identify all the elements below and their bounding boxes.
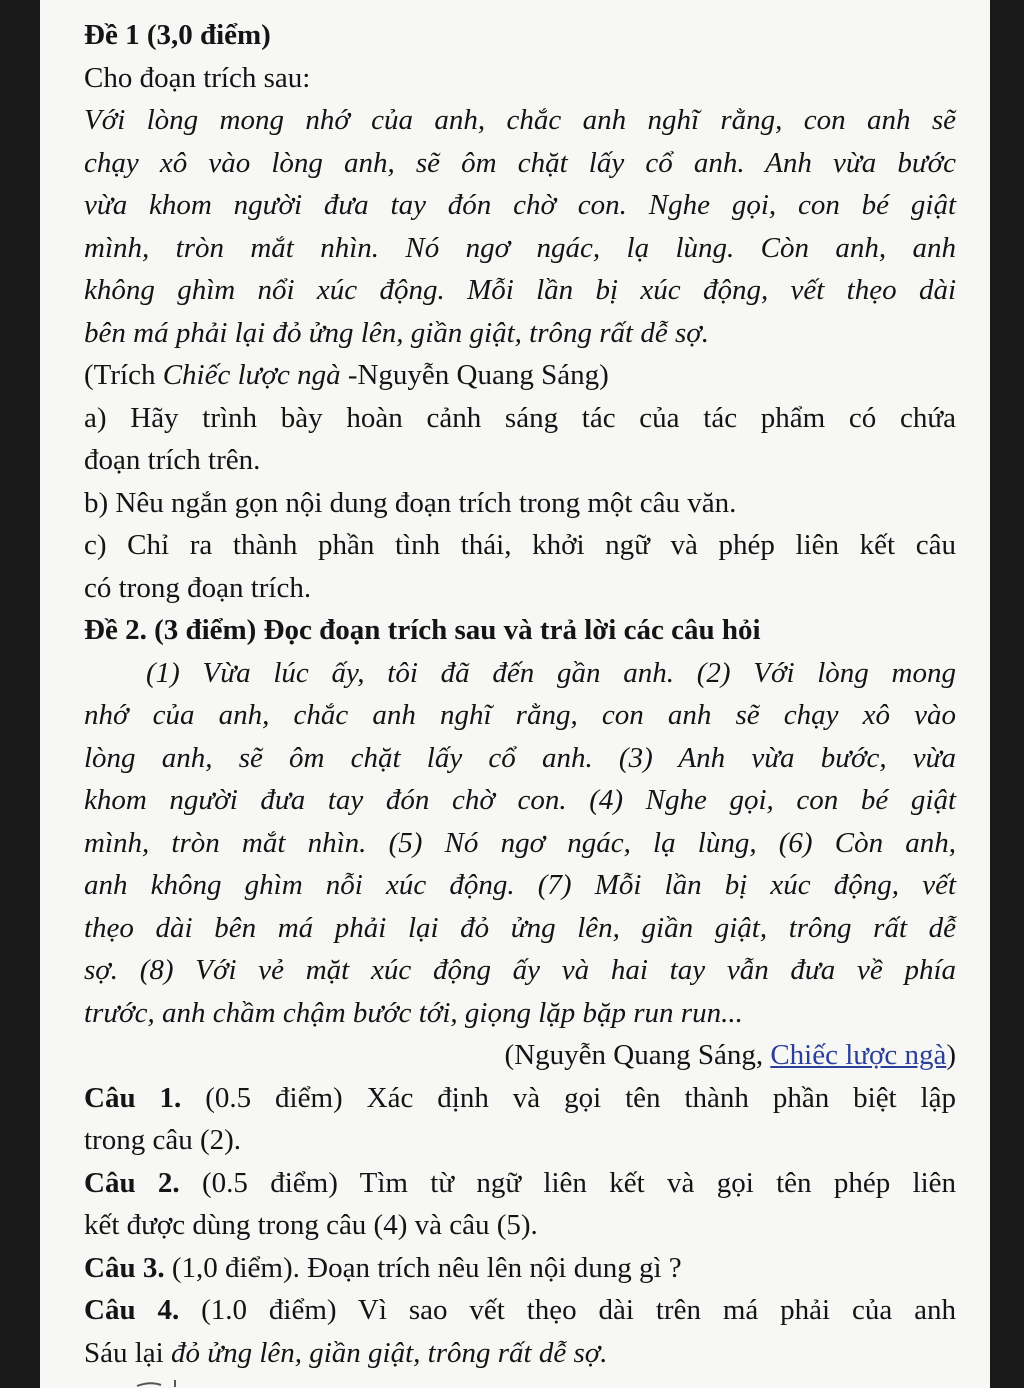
document-page bbox=[40, 0, 990, 1388]
de1-excerpt-line: vừa khom người đưa tay đón chờ con. Nghe gọi, con bé giật bbox=[84, 189, 956, 221]
de1-source-prefix: (Trích bbox=[84, 359, 163, 391]
cau4-text: (1.0 điểm) Vì sao vết thẹo dài trên má phải của anh bbox=[179, 1294, 956, 1326]
de2-excerpt bbox=[84, 652, 956, 1035]
cau1-question-cont: trong câu (2). bbox=[84, 1124, 242, 1156]
de2-source bbox=[84, 1034, 956, 1077]
document-text bbox=[84, 14, 956, 1374]
de1-heading: Đề 1 (3,0 điểm) bbox=[84, 19, 271, 51]
cau2-label: Câu 2. bbox=[84, 1166, 180, 1199]
de2-excerpt-line: khom người đưa tay đón chờ con. (4) Nghe gọi, con bé giật bbox=[84, 784, 956, 816]
de1-question-b: b) Nêu ngắn gọn nội dung đoạn trích trong một câu văn. bbox=[84, 486, 737, 519]
cau2-question bbox=[84, 1162, 956, 1205]
de1-excerpt bbox=[84, 99, 956, 354]
cau2-question-cont: kết được dùng trong câu (4) và câu (5). bbox=[84, 1209, 538, 1241]
de1-excerpt-line: không ghìm nổi xúc động. Mỗi lần bị xúc động, vết thẹo dài bbox=[84, 274, 956, 306]
de1-intro: Cho đoạn trích sau: bbox=[84, 61, 311, 94]
cau4-text-italic: đỏ ửng lên, giần giật, trông rất dễ sợ. bbox=[171, 1336, 608, 1369]
de2-excerpt-line: nhớ của anh, chắc anh nghĩ rằng, con anh sẽ chạy xô vào bbox=[84, 699, 956, 731]
de1-excerpt-line: mình, tròn mắt nhìn. Nó ngơ ngác, lạ lùng. Còn anh, anh bbox=[84, 231, 956, 264]
cau1-label: Câu 1. bbox=[84, 1081, 182, 1114]
de2-heading: Đề 2. (3 điểm) Đọc đoạn trích sau và trả lời các câu hỏi bbox=[84, 614, 761, 646]
de2-source-link[interactable]: Chiếc lược ngà bbox=[770, 1039, 947, 1071]
cau4-text-start bbox=[84, 1337, 608, 1369]
de1-question-c-cont: có trong đoạn trích. bbox=[84, 571, 312, 604]
de2-source-suffix: ) bbox=[946, 1039, 956, 1071]
de2-excerpt-line: anh không ghìm nỗi xúc động. (7) Mỗi lần bị xúc động, vết bbox=[84, 869, 956, 901]
cau4-question bbox=[84, 1289, 956, 1332]
de1-question-c: c) Chỉ ra thành phần tình thái, khởi ngữ và phép liên kết câu bbox=[84, 529, 956, 561]
de1-source bbox=[84, 354, 956, 397]
cau4-question-cont bbox=[84, 1332, 956, 1375]
de2-excerpt-line: trước, anh chầm chậm bước tới, giọng lặp bặp run run... bbox=[84, 996, 743, 1029]
cau1-question bbox=[84, 1077, 956, 1120]
de1-excerpt-line: Với lòng mong nhớ của anh, chắc anh nghĩ rằng, con anh sẽ bbox=[84, 104, 956, 136]
de2-excerpt-line: (1) Vừa lúc ấy, tôi đã đến gần anh. (2) Với lòng mong bbox=[146, 656, 956, 689]
de2-source-prefix: (Nguyễn Quang Sáng, bbox=[504, 1039, 771, 1071]
cau1-text: (0.5 điểm) Xác định và gọi tên thành phần biệt lập bbox=[181, 1081, 956, 1114]
de2-excerpt-line: mình, tròn mắt nhìn. (5) Nó ngơ ngác, lạ lùng, (6) Còn anh, bbox=[84, 826, 956, 859]
cau2-text: (0.5 điểm) Tìm từ ngữ liên kết và gọi tên phép liên bbox=[179, 1166, 956, 1199]
cau4-text-upright: Sáu lại bbox=[84, 1336, 171, 1369]
cau3-text: (1,0 điểm). Đoạn trích nêu lên nội dung gì ? bbox=[164, 1251, 682, 1284]
de1-source-title: Chiếc lược ngà bbox=[162, 359, 341, 391]
cau3-question bbox=[84, 1247, 956, 1290]
de1-question-a-cont: đoạn trích trên. bbox=[84, 444, 261, 476]
cau4-label: Câu 4. bbox=[84, 1294, 180, 1326]
de2-excerpt-line: thẹo dài bên má phải lại đỏ ửng lên, giần giật, trông rất dễ bbox=[84, 911, 956, 944]
de1-question-a: a) Hãy trình bày hoàn cảnh sáng tác của tác phẩm có chứa bbox=[84, 401, 956, 434]
de1-excerpt-line: chạy xô vào lòng anh, sẽ ôm chặt lấy cổ anh. Anh vừa bước bbox=[84, 146, 956, 179]
cau3-label: Câu 3. bbox=[84, 1251, 165, 1284]
de2-excerpt-line: lòng anh, sẽ ôm chặt lấy cổ anh. (3) Anh vừa bước, vừa bbox=[84, 741, 956, 774]
ink-mark-icon bbox=[135, 1378, 195, 1388]
de2-excerpt-line: sợ. (8) Với vẻ mặt xúc động ấy và hai tay vẫn đưa về phía bbox=[84, 954, 956, 986]
de1-excerpt-line: bên má phải lại đỏ ửng lên, giần giật, trông rất dễ sợ. bbox=[84, 316, 709, 349]
de1-source-suffix: -Nguyễn Quang Sáng) bbox=[340, 359, 609, 391]
